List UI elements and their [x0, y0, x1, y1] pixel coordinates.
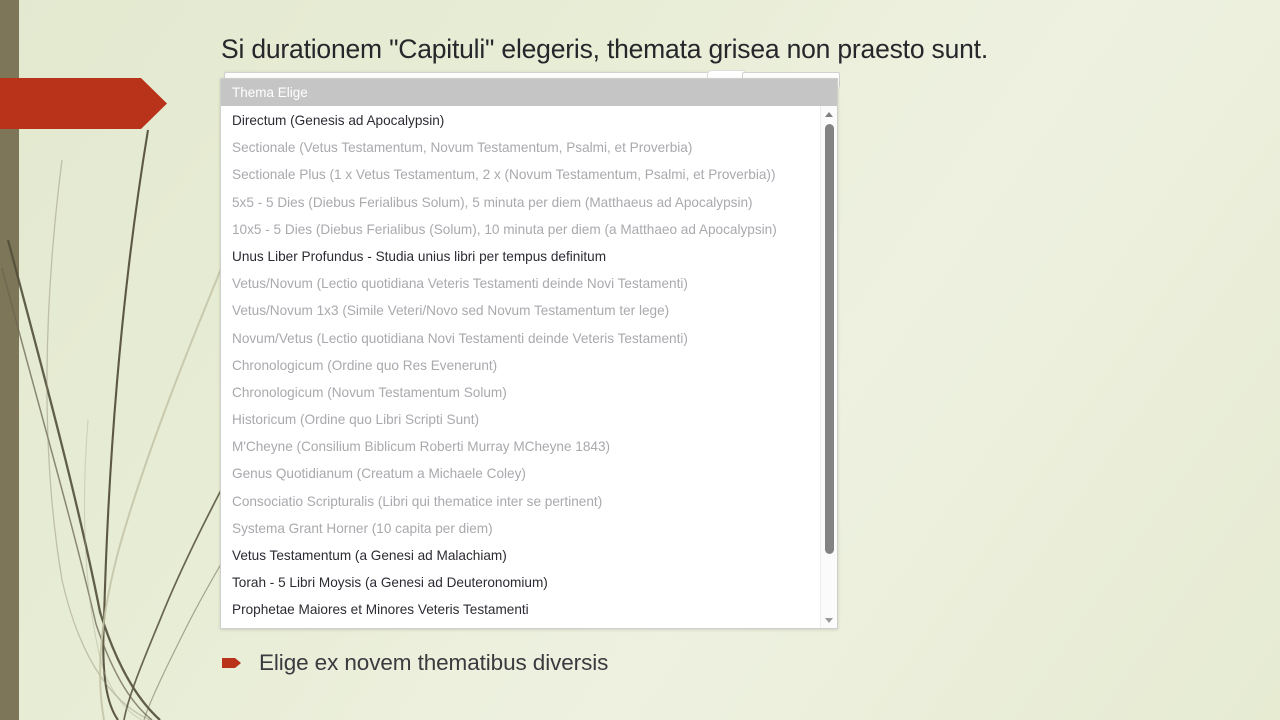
- red-arrow-banner-shape: [0, 78, 167, 129]
- page-title: Si durationem "Capituli" elegeris, themata grisea non praesto sunt.: [221, 34, 988, 64]
- dropdown-option: Sectionale (Vetus Testamentum, Novum Testamentum, Psalmi, et Proverbia): [232, 140, 693, 156]
- dropdown-header-label: Thema Elige: [221, 79, 837, 106]
- dropdown-option: Chronologicum (Ordine quo Res Evenerunt): [232, 357, 498, 373]
- dropdown-option: Genus Quotidianum (Creatum a Michaele Coley): [232, 466, 526, 482]
- caption-row: [222, 650, 608, 676]
- dropdown-body: [221, 106, 837, 628]
- dropdown-option: Sectionale Plus (1 x Vetus Testamentum, 2 x (Novum Testamentum, Psalmi, et Proverbia)): [232, 167, 776, 183]
- dropdown-option: 5x5 - 5 Dies (Diebus Ferialibus Solum), 5 minuta per diem (Matthaeus ad Apocalypsin): [232, 194, 753, 210]
- dropdown-option: Novum/Vetus (Lectio quotidiana Novi Testamenti deinde Veteris Testamenti): [232, 330, 688, 346]
- dropdown-option-list[interactable]: [221, 106, 820, 628]
- dropdown-option: M'Cheyne (Consilium Biblicum Roberti Murray MCheyne 1843): [232, 439, 611, 455]
- dropdown-option: Historicum (Ordine quo Libri Scripti Sunt): [232, 412, 480, 428]
- dropdown-option: Chronologicum (Novum Testamentum Solum): [232, 384, 507, 400]
- red-arrow-bullet-icon: [222, 657, 241, 669]
- dropdown-scrollbar[interactable]: [820, 106, 837, 628]
- dropdown-option: Consociatio Scripturalis (Libri qui thematice inter se pertinent): [232, 493, 603, 509]
- dropdown-option: 10x5 - 5 Dies (Diebus Ferialibus (Solum), 10 minuta per diem (a Matthaeo ad Apocalypsin): [232, 221, 777, 237]
- dropdown-option[interactable]: Torah - 5 Libri Moysis (a Genesi ad Deuteronomium): [232, 575, 548, 591]
- dropdown-option[interactable]: Prophetae Maiores et Minores Veteris Testamenti: [232, 602, 529, 618]
- scrollbar-thumb[interactable]: [825, 124, 834, 554]
- dropdown-option: Systema Grant Horner (10 capita per diem): [232, 520, 493, 536]
- dropdown-option[interactable]: Directum (Genesis ad Apocalypsin): [232, 113, 445, 128]
- dropdown-option[interactable]: Vetus Testamentum (a Genesi ad Malachiam): [232, 548, 507, 563]
- dropdown-option: Vetus/Novum 1x3 (Simile Veteri/Novo sed Novum Testamentum ter lege): [232, 303, 670, 319]
- caret-down-icon[interactable]: [821, 612, 837, 628]
- dropdown-option[interactable]: Unus Liber Profundus - Studia unius libri per tempus definitum: [232, 248, 607, 264]
- dropdown-option: Vetus/Novum (Lectio quotidiana Veteris Testamenti deinde Novi Testamenti): [232, 276, 688, 292]
- theme-dropdown-listbox[interactable]: [220, 78, 838, 629]
- caption-text: Elige ex novem thematibus diversis: [259, 650, 609, 675]
- caret-up-icon[interactable]: [821, 106, 837, 122]
